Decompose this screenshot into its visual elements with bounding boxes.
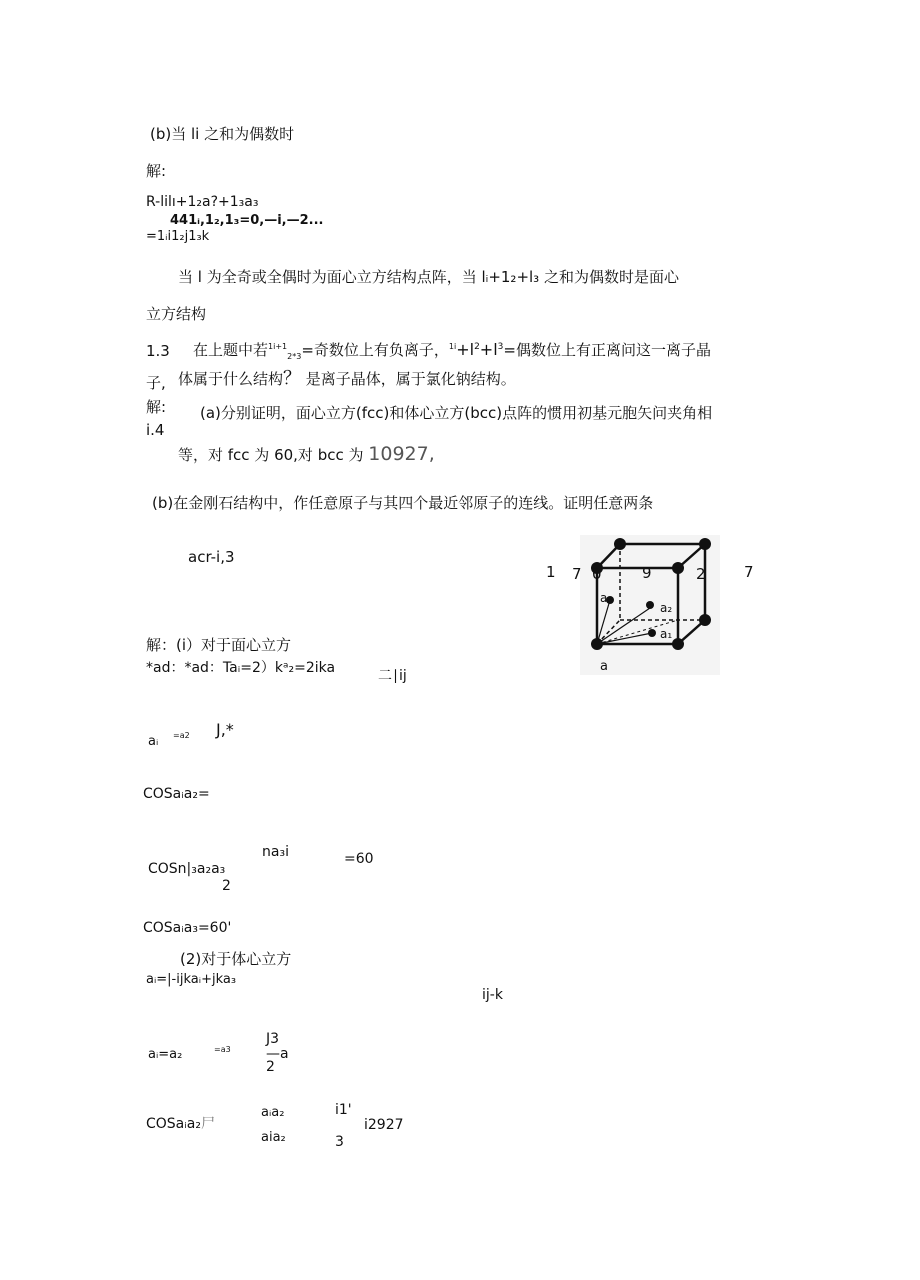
solution-label: 解: — [146, 162, 167, 180]
solution-label-2: 解: — [146, 398, 167, 416]
numerator-a1a2: aᵢa₂ — [261, 1105, 285, 1120]
part-b-heading: (b)当 li 之和为偶数时 — [150, 125, 295, 143]
problem-1-4-line-2: 等，对 fcc 为 60,对 bcc 为 10927, — [178, 443, 435, 465]
fig-label-a: a — [600, 659, 608, 674]
i1-label: i1' — [335, 1102, 352, 1118]
fig-num-5: 2 — [696, 565, 706, 583]
paragraph-line-2: 立方结构 — [146, 305, 207, 323]
paragraph-line-1: 当 l 为全奇或全偶时为面心立方结构点阵，当 lᵢ+1₂+l₃ 之和为偶数时是面心 — [178, 268, 679, 286]
na3-label: na₃i — [262, 844, 289, 860]
equation-r: R-lilı+1₂a?+1₃a₃ — [146, 194, 259, 210]
fig-label-a2: a₂ — [660, 601, 673, 615]
dash-a: —a — [266, 1046, 289, 1062]
problem-1-3-line-2: 体属于什么结构？ 是离子晶体，属于氯化钠结构。 — [178, 368, 516, 389]
j-star: J,* — [216, 720, 234, 739]
cos-bcc: COSaᵢa₂尸 — [146, 1116, 215, 1132]
result-i2927: i2927 — [364, 1117, 404, 1133]
equation-integers: 441ᵢ,1₂,1₃=0,—i,—2... — [170, 213, 324, 228]
fcc-ij: 二∣ij — [378, 668, 407, 684]
denominator-aia2: aia₂ — [261, 1130, 286, 1145]
bcc-vectors: aᵢ=|-ijkaᵢ+jka₃ — [146, 972, 237, 987]
fig-num-4: 9 — [642, 564, 652, 582]
problem-number-1-4: i.4 — [146, 421, 165, 439]
fcc-vectors: *ad：*ad：Taᵢ=2）kᵃ₂=2ika — [146, 660, 336, 676]
angle-formula: acr-i,3 — [188, 548, 235, 566]
fig-num-2: 7 — [572, 565, 582, 583]
bcc-heading: (2)对于体心立方 — [180, 950, 292, 968]
cube-figure — [540, 530, 770, 680]
fig-label-a3: a₃ — [600, 591, 613, 605]
a3-sub: =a3 — [214, 1045, 231, 1054]
fig-num-3: 0 — [592, 565, 602, 583]
a1-eq-a2: aᵢ=a₂ — [148, 1047, 183, 1062]
problem-number-1-3: 1.3 — [146, 342, 170, 360]
fig-num-1: 1 — [546, 563, 556, 581]
problem-1-4-part-b: (b)在金刚石结构中，作任意原子与其四个最近邻原子的连线。证明任意两条 — [152, 494, 654, 512]
ai-sub: =a2 — [173, 731, 190, 740]
fig-label-a1: a₁ — [660, 627, 673, 641]
ai-label: aᵢ — [148, 734, 159, 749]
denominator-2b: 2 — [266, 1059, 275, 1075]
denominator-3: 3 — [335, 1134, 344, 1150]
solution-fcc-heading: 解：(i）对于面心立方 — [146, 636, 292, 654]
bcc-ijk: ij-k — [482, 987, 503, 1003]
j3-label: J3 — [266, 1031, 280, 1047]
fig-num-6: 7 — [744, 563, 754, 581]
denominator-2: 2 — [222, 878, 231, 894]
cos-a2a3: COSn|₃a₂a₃ — [148, 861, 226, 877]
problem-1-4-line-1: (a)分别证明，面心立方(fcc)和体心立方(bcc)点阵的惯用初基元胞矢问夹角相 — [200, 404, 713, 422]
problem-1-3-zi: 子, — [146, 374, 166, 392]
problem-1-3-line-1: 在上题中若$^{1i+1}_{2*3}$=奇数位上有负离子，$^{1i}+l^2+l^3=$偶数位上有正离问这一离子晶 — [193, 340, 711, 361]
equation-vector: =1ᵢi1₂j1₃k — [146, 229, 210, 244]
cos-a1a3: COSaᵢa₃=60' — [143, 920, 232, 936]
eq-60: =60 — [344, 851, 374, 867]
cos-a1a2: COSaᵢa₂= — [143, 786, 210, 802]
